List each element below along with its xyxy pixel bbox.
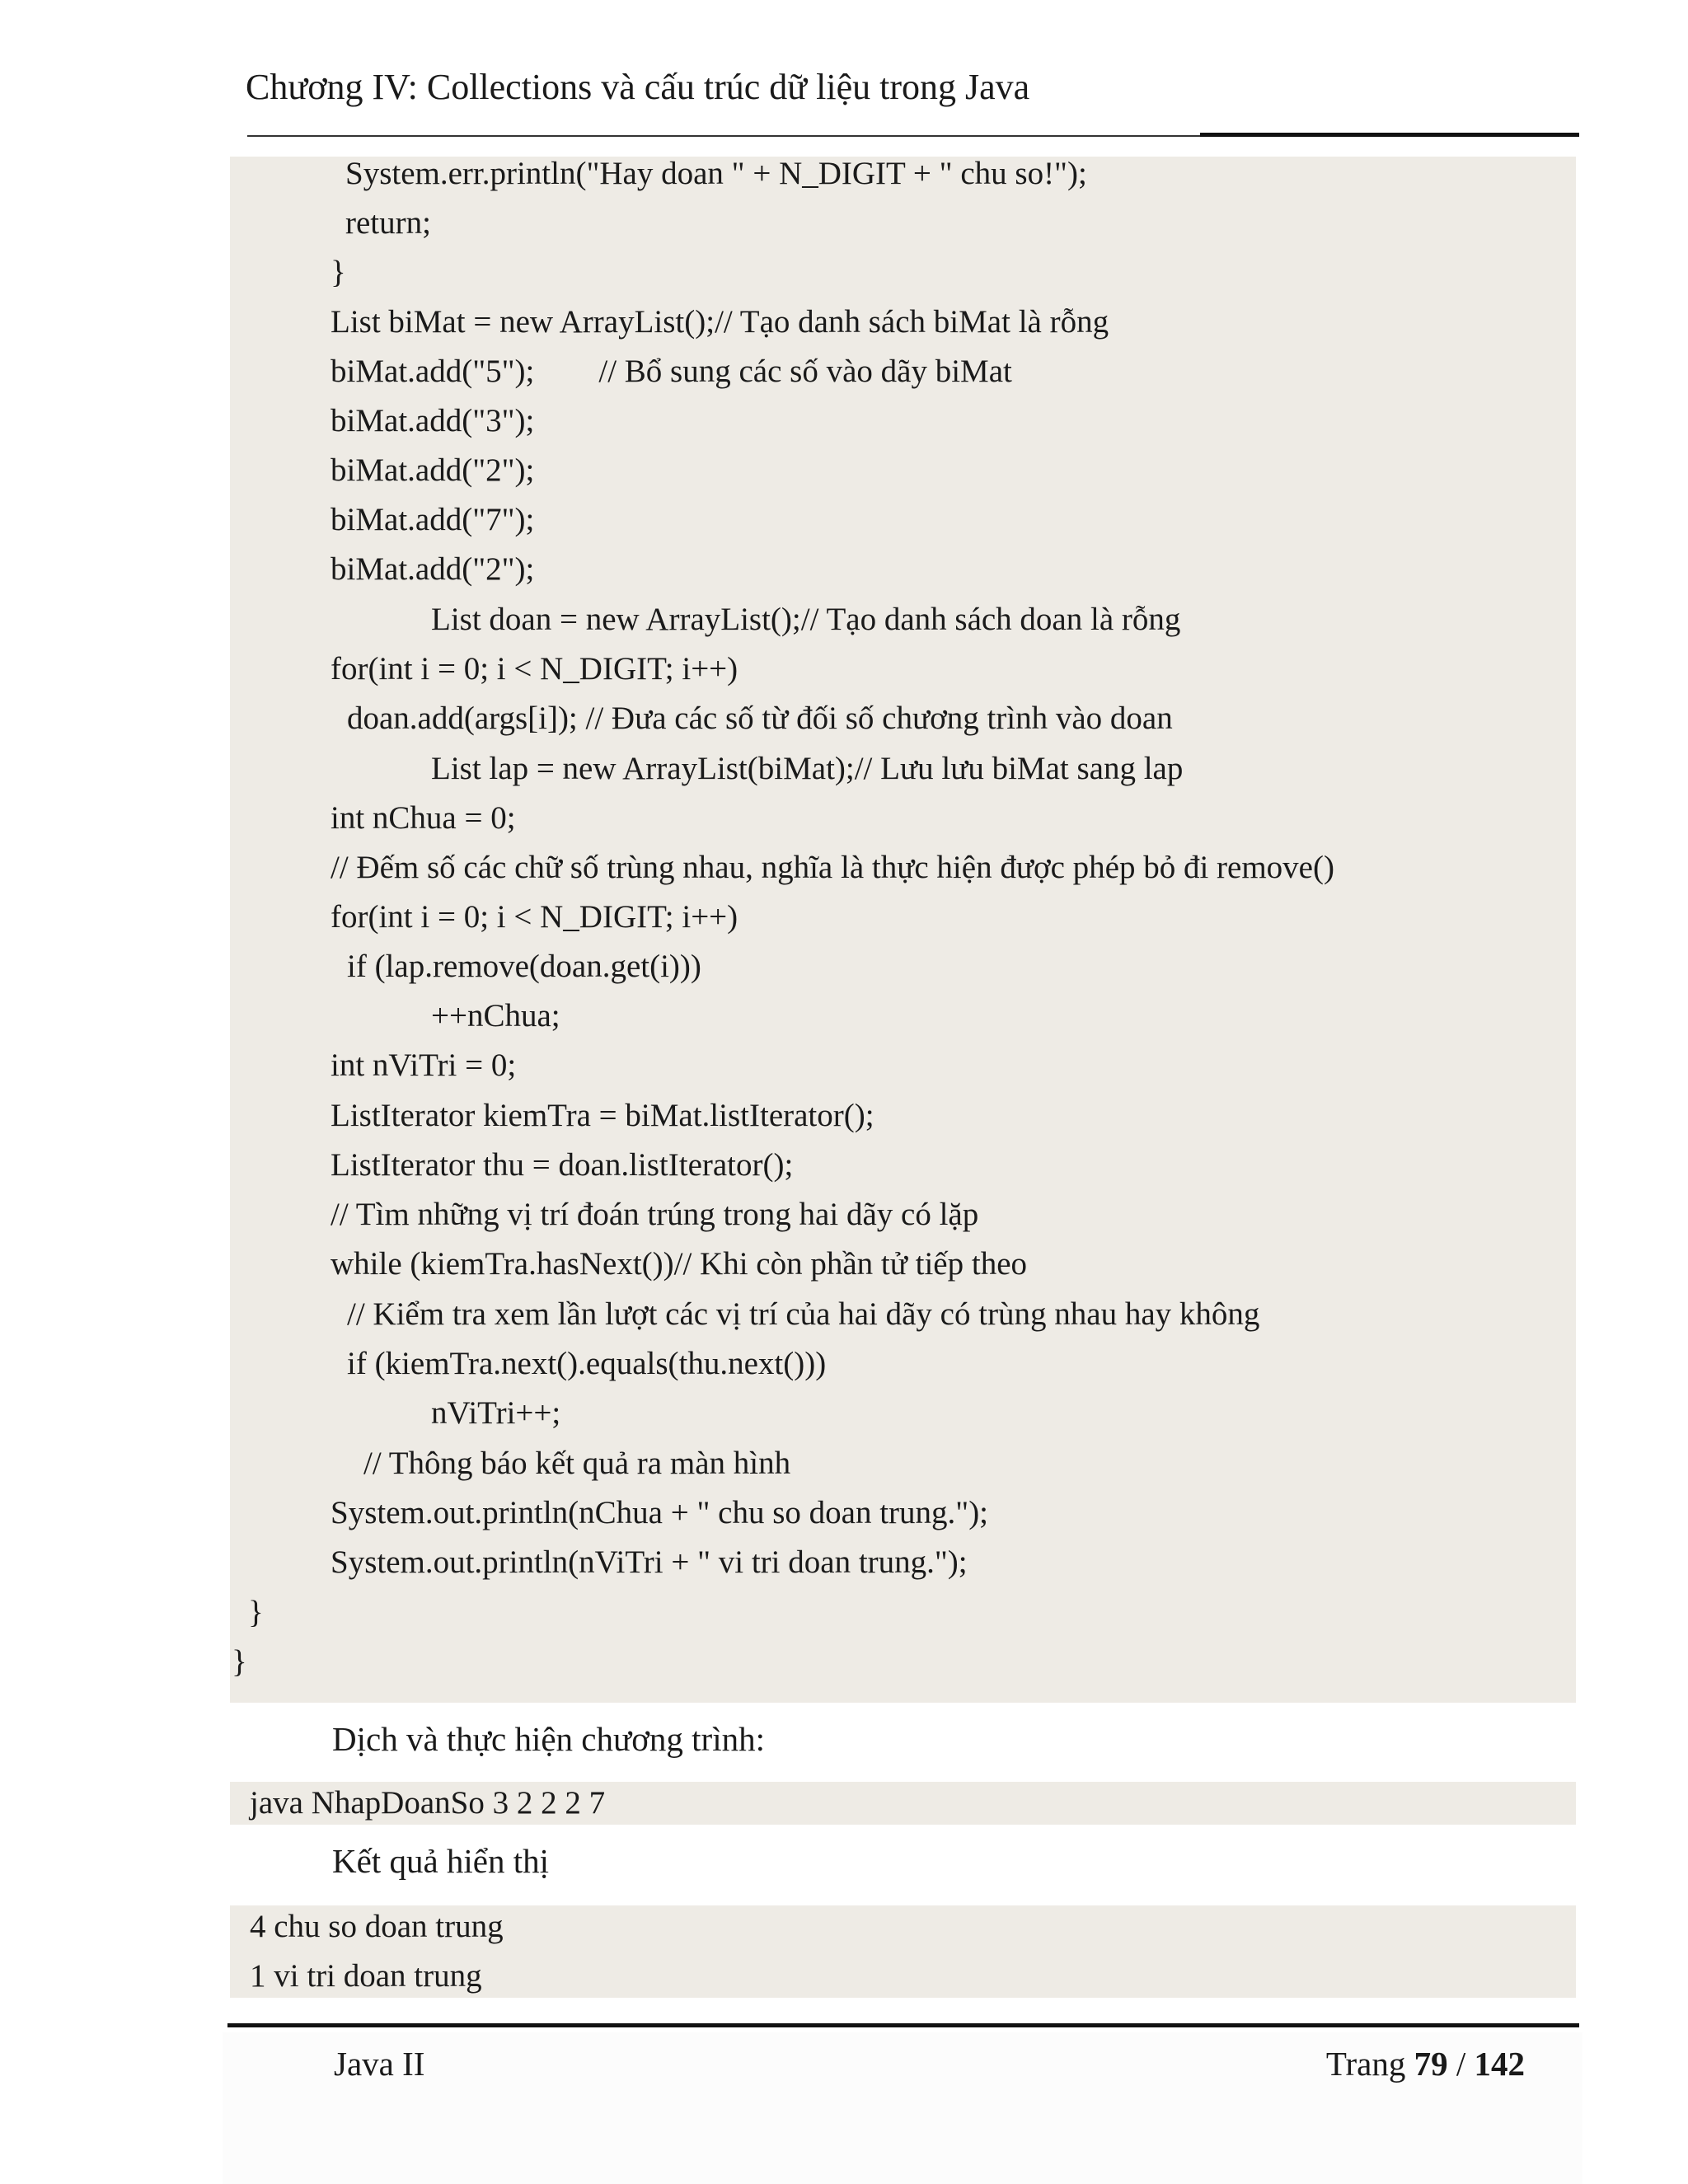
code-line: doan.add(args[i]); // Đưa các số từ đối số chương trình vào doan — [347, 701, 1173, 736]
code-line: List biMat = new ArrayList();// Tạo danh sách biMat là rỗng — [331, 304, 1109, 340]
chapter-title: Chương IV: Collections và cấu trúc dữ liệu trong Java — [246, 67, 1030, 107]
header-divider-accent — [1200, 133, 1579, 137]
footer-divider — [227, 2023, 1579, 2027]
code-line: // Đếm số các chữ số trùng nhau, nghĩa là thực hiện được phép bỏ đi remove() — [331, 850, 1334, 885]
code-line: return; — [345, 205, 431, 241]
code-line: List doan = new ArrayList();// Tạo danh sách doan là rỗng — [431, 602, 1181, 637]
code-line: biMat.add("2"); — [331, 551, 535, 587]
code-line: int nViTri = 0; — [331, 1047, 517, 1083]
page-indicator — [1326, 2042, 1525, 2085]
code-line: int nChua = 0; — [331, 800, 516, 836]
result-heading: Kết quả hiển thị — [332, 1842, 550, 1880]
code-line: while (kiemTra.hasNext())// Khi còn phần tử tiếp theo — [331, 1246, 1028, 1282]
code-line: ListIterator thu = doan.listIterator(); — [331, 1147, 794, 1183]
page-label: Trang — [1325, 2045, 1406, 2083]
code-line: } — [331, 255, 346, 290]
code-line: if (kiemTra.next().equals(thu.next())) — [347, 1346, 827, 1381]
code-line: } — [232, 1644, 247, 1680]
code-line: biMat.add("7"); — [331, 502, 535, 537]
current-page: 79 — [1414, 2045, 1448, 2083]
result-line: 4 chu so doan trung — [250, 1909, 504, 1944]
code-line: for(int i = 0; i < N_DIGIT; i++) — [331, 651, 738, 687]
command-line: java NhapDoanSo 3 2 2 2 7 — [250, 1785, 606, 1821]
code-line: System.out.println(nChua + " chu so doan trung."); — [331, 1495, 989, 1530]
code-line: // Kiểm tra xem lần lượt các vị trí của hai dãy có trùng nhau hay không — [347, 1296, 1260, 1332]
code-line: System.err.println("Hay doan " + N_DIGIT + " chu so!"); — [345, 156, 1087, 191]
code-line: biMat.add("3"); — [331, 403, 535, 438]
header-divider — [247, 135, 1203, 137]
code-line: List lap = new ArrayList(biMat);// Lưu lưu biMat sang lap — [431, 751, 1184, 786]
result-line: 1 vi tri doan trung — [250, 1958, 482, 1994]
page-separator: / — [1456, 2045, 1466, 2083]
code-line: biMat.add("5"); // Bổ sung các số vào dãy biMat — [331, 354, 1012, 389]
code-line: } — [248, 1595, 264, 1630]
compile-heading: Dịch và thực hiện chương trình: — [332, 1720, 765, 1758]
footer-course-name: Java II — [334, 2045, 425, 2083]
code-line: System.out.println(nViTri + " vi tri doan trung."); — [331, 1544, 968, 1580]
code-line: // Tìm những vị trí đoán trúng trong hai dãy có lặp — [331, 1197, 979, 1232]
code-line: if (lap.remove(doan.get(i))) — [347, 949, 701, 984]
code-line: for(int i = 0; i < N_DIGIT; i++) — [331, 899, 738, 935]
code-line: ++nChua; — [431, 998, 560, 1033]
code-line: biMat.add("2"); — [331, 452, 535, 488]
code-line: // Thông báo kết quả ra màn hình — [363, 1446, 791, 1481]
code-line: ListIterator kiemTra = biMat.listIterator(); — [331, 1098, 874, 1133]
total-pages: 142 — [1474, 2045, 1525, 2083]
code-line: nViTri++; — [431, 1395, 561, 1431]
